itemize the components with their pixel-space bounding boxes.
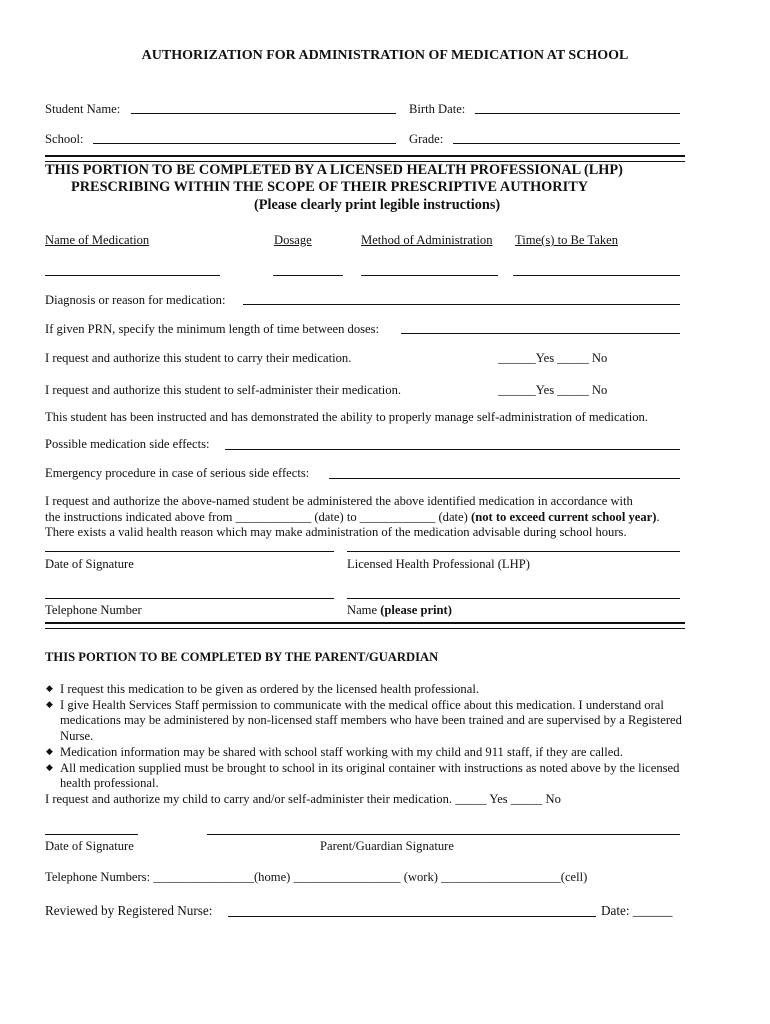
prn-field[interactable]: [401, 333, 680, 334]
lhp-signature-label: Licensed Health Professional (LHP): [347, 557, 530, 571]
bullet-diamond-icon: ◆: [46, 683, 53, 693]
side-effects-field[interactable]: [225, 449, 680, 450]
times-field[interactable]: [513, 275, 680, 276]
side-effects-label: Possible medication side effects:: [45, 437, 210, 451]
carry-yes-no[interactable]: ______Yes _____ No: [498, 351, 608, 365]
parent-date-of-signature-label: Date of Signature: [45, 839, 134, 853]
parent-heading: THIS PORTION TO BE COMPLETED BY THE PARENT/GUARDIAN: [45, 650, 439, 664]
authorize-line2: [45, 509, 660, 525]
school-year-note: (not to exceed current school year): [471, 510, 657, 524]
student-name-label: Student Name:: [45, 102, 121, 116]
authorize-line3: There exists a valid health reason which may make administration of the medication advisable during school hours.: [45, 525, 627, 539]
parent-bullet-4-line2: health professional.: [60, 776, 159, 790]
lhp-telephone-field[interactable]: [45, 598, 334, 599]
page-title: AUTHORIZATION FOR ADMINISTRATION OF MEDICATION AT SCHOOL: [141, 48, 629, 63]
lhp-date-signature-field[interactable]: [45, 551, 334, 552]
school-label: School:: [45, 132, 84, 146]
method-field[interactable]: [361, 275, 498, 276]
parent-bullet-1: I request this medication to be given as ordered by the licensed health professional.: [60, 682, 479, 696]
demonstrated-statement: This student has been instructed and has demonstrated the ability to properly manage self-administration of medication.: [45, 410, 648, 424]
school-field[interactable]: [93, 143, 396, 144]
bullet-diamond-icon: ◆: [46, 699, 53, 709]
lhp-heading-line1: THIS PORTION TO BE COMPLETED BY A LICENSED HEALTH PROFESSIONAL (LHP): [45, 162, 623, 178]
please-print-note: (please print): [380, 603, 452, 617]
diagnosis-label: Diagnosis or reason for medication:: [45, 293, 226, 307]
self-admin-label: I request and authorize this student to self-administer their medication.: [45, 383, 402, 397]
emergency-label: Emergency procedure in case of serious side effects:: [45, 466, 310, 480]
parent-signature-field[interactable]: [207, 834, 680, 835]
authorize-line2-period: .: [656, 510, 660, 524]
parent-signature-label: Parent/Guardian Signature: [320, 839, 454, 853]
self-admin-yes-no[interactable]: ______Yes _____ No: [498, 383, 608, 397]
prn-label: If given PRN, specify the minimum length of time between doses:: [45, 322, 380, 336]
lhp-heading-line3: (Please clearly print legible instructions): [254, 197, 501, 213]
diagnosis-field[interactable]: [243, 304, 680, 305]
col-times: Time(s) to Be Taken: [515, 233, 619, 247]
nurse-signature-field[interactable]: [228, 916, 596, 917]
parent-bullet-2-line2: medications may be administered by non-licensed staff members who have been trained and are supervised by a Registered: [60, 713, 682, 727]
dosage-field[interactable]: [273, 275, 343, 276]
parent-carry-self-admin[interactable]: I request and authorize my child to carry and/or self-administer their medication. _____ Yes _____ No: [45, 792, 561, 806]
emergency-field[interactable]: [329, 478, 680, 479]
lhp-telephone-label: Telephone Number: [45, 603, 142, 617]
bullet-diamond-icon: ◆: [46, 746, 53, 756]
section-divider: [45, 155, 685, 162]
parent-bullet-4-line1: All medication supplied must be brought to school in its original container with instructions as noted above by the licensed: [60, 761, 680, 775]
lhp-name-label-text: Name: [347, 603, 381, 617]
authorize-line1: I request and authorize the above-named student be administered the above identified medication in accordance with: [45, 494, 633, 508]
section-divider-2: [45, 622, 685, 629]
parent-bullet-2-line1: I give Health Services Staff permission to communicate with the medical office about this medication. I understand oral: [60, 698, 664, 712]
parent-bullet-2-line3: Nurse.: [60, 729, 94, 743]
col-dosage: Dosage: [274, 233, 312, 247]
telephone-numbers-line[interactable]: Telephone Numbers: ________________(home) _________________ (work) ___________________(cell): [45, 870, 588, 884]
parent-bullet-3: Medication information may be shared with school staff working with my child and 911 staff, if they are called.: [60, 745, 623, 759]
parent-date-signature-field[interactable]: [45, 834, 138, 835]
col-name-of-medication: Name of Medication: [45, 233, 150, 247]
authorize-line2-text: the instructions indicated above from ____________ (date) to ____________ (date): [45, 510, 471, 524]
lhp-name-field[interactable]: [347, 598, 680, 599]
lhp-name-label: [347, 602, 452, 618]
grade-field[interactable]: [453, 143, 680, 144]
grade-label: Grade:: [409, 132, 444, 146]
bullet-diamond-icon: ◆: [46, 762, 53, 772]
student-name-field[interactable]: [131, 113, 396, 114]
birth-date-label: Birth Date:: [409, 102, 466, 116]
col-method: Method of Administration: [361, 233, 493, 247]
lhp-date-of-signature-label: Date of Signature: [45, 557, 134, 571]
lhp-heading-line2: PRESCRIBING WITHIN THE SCOPE OF THEIR PRESCRIPTIVE AUTHORITY: [71, 179, 589, 195]
birth-date-field[interactable]: [475, 113, 680, 114]
nurse-date-field[interactable]: Date: ______: [601, 903, 673, 918]
carry-label: I request and authorize this student to carry their medication.: [45, 351, 352, 365]
lhp-signature-field[interactable]: [347, 551, 680, 552]
medication-name-field[interactable]: [45, 275, 220, 276]
reviewed-by-nurse-label: Reviewed by Registered Nurse:: [45, 903, 213, 918]
